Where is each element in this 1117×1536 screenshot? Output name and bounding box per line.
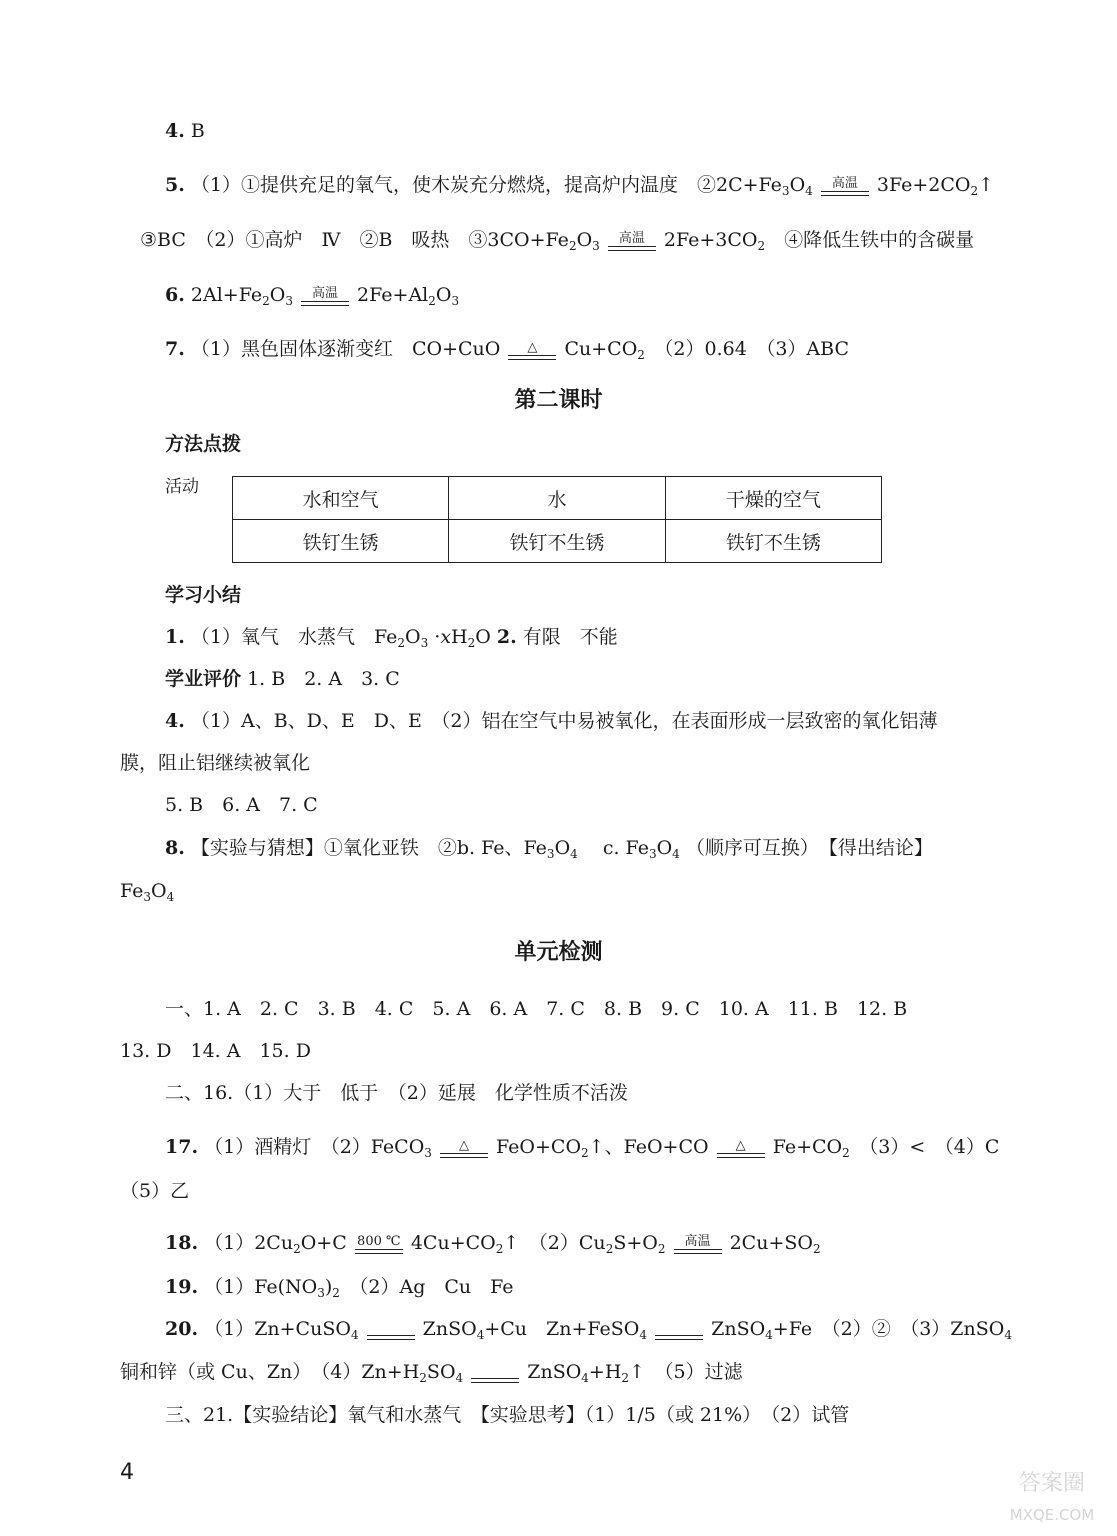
table-row [233, 520, 882, 563]
evaluation-5-7: 5. B 6. A 7. C [165, 794, 318, 816]
svg-text:MXQE.COM: MXQE.COM [1009, 1506, 1095, 1524]
watermark-text: 答案圈 [1018, 1471, 1086, 1496]
method-title: 方法点拨 [165, 433, 242, 455]
answer-6: 6. $2Al+Fe_2O_3$ 高温 $2Fe+Al_2O_3$ [165, 284, 460, 308]
table-cell: 铁钉生锈 [233, 520, 449, 563]
answer-5-line2: ③BC （2）①高炉 Ⅳ ②B 吸热 $③3CO+Fe_2O_3$ 高温 $2Fe+3CO_2$ ④降低生铁中的含碳量 [140, 229, 975, 253]
unit-17-line2: （5）乙 [120, 1180, 190, 1202]
table-cell: 干燥的空气 [665, 477, 881, 520]
unit-17: 17. （1）酒精灯 （2）FeCO$_3$ △ $FeO+CO_2↑$、FeO+CO △ $Fe+CO_2$ （3）< （4）C [165, 1136, 1000, 1160]
unit-20: 20. （1）Zn+CuSO$_4$ ZnSO$_4$+Cu Zn+FeSO$_4$ ZnSO$_4$+Fe （2）② （3）ZnSO$_4$ [165, 1318, 1012, 1342]
section-title-lesson2: 第二课时 [514, 387, 603, 413]
equals-sign [655, 1321, 703, 1340]
table-cell: 铁钉不生锈 [449, 520, 665, 563]
evaluation-8: 8. 【实验与猜想】①氧化亚铁 ②b. Fe、$Fe_3O_4$ c. $Fe_3O_4$ （顺序可互换） 【得出结论】 [165, 837, 933, 861]
reaction-condition: 高温 [674, 1235, 722, 1254]
reaction-condition: 高温 [301, 287, 349, 306]
activity-table [232, 476, 882, 563]
unit-19: 19. $(1)Fe(NO_3)_2$ （2）Ag Cu Fe [165, 1276, 514, 1300]
evaluation-4-line2: 膜，阻止铝继续被氧化 [120, 752, 311, 774]
unit-20-line2: 铜和锌（或 Cu、Zn） $(4)Zn+H_2SO_4$ $ZnSO_4+H_2↑$ （5）过滤 [120, 1361, 743, 1385]
table-cell: 水和空气 [233, 477, 449, 520]
reaction-condition: △ [717, 1139, 765, 1158]
reaction-condition: 高温 [608, 232, 656, 251]
watermark-logo [995, 1445, 1110, 1530]
table-cell: 铁钉不生锈 [665, 520, 881, 563]
reaction-condition: △ [508, 341, 556, 360]
summary-1: 1. （1）氧气 水蒸气 $Fe_2O_3 \cdot xH_2O$ 2. 有限 不能 [165, 626, 618, 650]
unit-18: 18. $(1)2Cu_2O+C$ 800 ℃ $4Cu+CO_2↑$ $(2)Cu_2S+O_2$ 高温 $2Cu+SO_2$ [165, 1232, 821, 1256]
unit-part1-line1: 一、1. A 2. C 3. B 4. C 5. A 6. A 7. C 8. B 9. C 10. A 11. B 12. B [165, 998, 908, 1020]
reaction-condition: △ [440, 1139, 488, 1158]
activity-label: 活动 [165, 477, 199, 497]
unit-21: 三、21.【实验结论】氧气和水蒸气 【实验思考】（1）1/5（或 21%） （2）试管 [165, 1404, 850, 1426]
answer-7: 7. （1）黑色固体逐渐变红 CO+CuO △ $Cu+CO_2$ （2）0.64 （3）ABC [165, 338, 849, 362]
answer-5-line1: 5. （1）①提供充足的氧气，使木炭充分燃烧，提高炉内温度 $②2C+Fe_3O_4$ 高温 $3Fe+2CO_2↑$ [165, 174, 995, 198]
equals-sign [471, 1364, 519, 1383]
unit-part1-line2: 13. D 14. A 15. D [120, 1040, 311, 1062]
evaluation-line: 学业评价 1. B 2. A 3. C [165, 668, 400, 690]
table-row [233, 477, 882, 520]
answer-4: 4. B [165, 120, 205, 142]
table-cell: 水 [449, 477, 665, 520]
reaction-condition: 800 ℃ [355, 1235, 403, 1254]
unit-16: 二、16.（1）大于 低于 （2）延展 化学性质不活泼 [165, 1082, 628, 1104]
evaluation-8-line2: $Fe_3O_4$ [120, 880, 175, 904]
evaluation-4-line1: 4. （1）A、B、D、E D、E （2）铝在空气中易被氧化，在表面形成一层致密的氧化铝薄 [165, 710, 938, 732]
page-number: 4 [120, 1460, 134, 1485]
summary-title: 学习小结 [165, 584, 242, 606]
equals-sign [367, 1321, 415, 1340]
reaction-condition: 高温 [821, 177, 869, 196]
unit-test-title: 单元检测 [514, 939, 603, 965]
